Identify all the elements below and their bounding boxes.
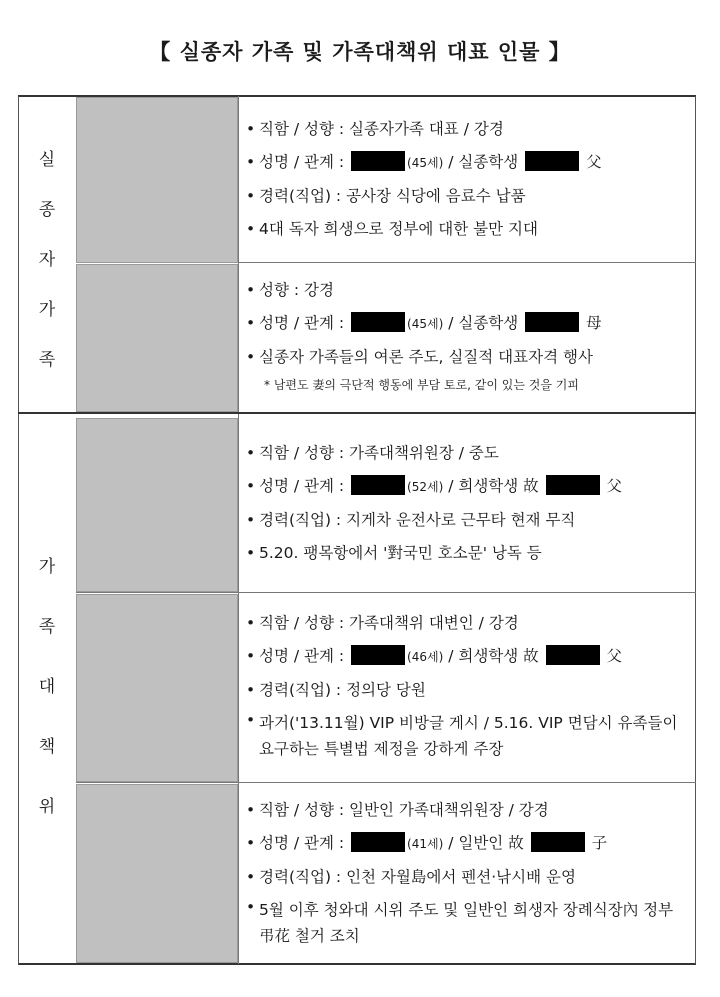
relation: / 희생학생 故 [443, 477, 544, 495]
photo-placeholder [76, 97, 238, 263]
relation: / 희생학생 故 [443, 647, 544, 665]
group-label-char: 가 [38, 300, 56, 320]
name-line [244, 827, 692, 861]
name-prefix: 성명 / 관계 : [259, 647, 350, 665]
remark-line: • 4대 독자 희생으로 정부에 대한 불만 지대 [244, 213, 692, 246]
age: (41세) [407, 837, 444, 851]
redacted-name [531, 832, 585, 852]
person-entry [244, 113, 692, 246]
career-line: • 경력(직업) : 인천 자월島에서 펜션·낚시배 운영 [244, 861, 692, 894]
name-prefix: 성명 / 관계 : [259, 314, 350, 332]
redacted-name [351, 645, 405, 665]
age: (45세) [407, 317, 444, 331]
group-label-char: 족 [38, 350, 56, 370]
career-line: • 경력(직업) : 공사장 식당에 음료수 납품 [244, 180, 692, 213]
redacted-name [351, 312, 405, 332]
footnote: * 남편도 妻의 극단적 행동에 부담 토로, 같이 있는 것을 기피 [264, 378, 579, 392]
redacted-name [351, 832, 405, 852]
relation-suffix: 父 [606, 647, 623, 665]
role-line: • 직함 / 성향 : 일반인 가족대책위원장 / 강경 [244, 794, 692, 827]
name-prefix: 성명 / 관계 : [259, 477, 350, 495]
photo-placeholder [76, 594, 238, 782]
group-label-char: 위 [38, 797, 56, 817]
age: (45세) [407, 156, 444, 170]
group-label-char: 종 [38, 200, 56, 220]
role-line: • 직함 / 성향 : 가족대책위 대변인 / 강경 [244, 607, 692, 640]
age: (52세) [407, 480, 444, 494]
person-entry [244, 794, 692, 949]
name-line [244, 470, 692, 504]
group-label-char: 책 [38, 737, 56, 757]
redacted-name [525, 151, 579, 171]
name-prefix: 성명 / 관계 : [259, 834, 350, 852]
relation-suffix: 子 [591, 834, 608, 852]
redacted-name [351, 475, 405, 495]
relation: / 실종학생 [443, 153, 524, 171]
group-label-missing-family [18, 135, 76, 385]
group-separator [18, 412, 696, 414]
group-label-char: 대 [38, 677, 56, 697]
photo-placeholder [76, 264, 238, 412]
row-separator [76, 592, 696, 593]
photo-placeholder [76, 418, 238, 592]
role-line: • 성향 : 강경 [244, 274, 692, 307]
person-entry [244, 607, 692, 762]
career-line: • 경력(직업) : 정의당 당원 [244, 674, 692, 707]
group-label-committee [18, 542, 76, 832]
relation: / 일반인 故 [443, 834, 529, 852]
remark-line: • 과거('13.11월) VIP 비방글 게시 / 5.16. VIP 면담시 유족들이 요구하는 특별법 제정을 강하게 주장 [244, 707, 692, 762]
group-label-char: 가 [38, 557, 56, 577]
redacted-name [546, 475, 600, 495]
redacted-name [525, 312, 579, 332]
person-entry [244, 274, 692, 396]
career-line: • 경력(직업) : 지게차 운전사로 근무타 현재 무직 [244, 504, 692, 537]
remark-line: • 5월 이후 청와대 시위 주도 및 일반인 희생자 장례식장內 정부 弔花 철거 조치 [244, 894, 692, 949]
redacted-name [546, 645, 600, 665]
photo-placeholder [76, 784, 238, 963]
group-label-char: 자 [38, 250, 56, 270]
remark-line: • 5.20. 팽목항에서 '對국민 호소문' 낭독 등 [244, 537, 692, 570]
relation-suffix: 母 [586, 314, 602, 332]
age: (46세) [407, 650, 444, 664]
remark-line: • 실종자 가족들의 여론 주도, 실질적 대표자격 행사 [244, 341, 692, 374]
column-divider [238, 96, 239, 964]
group-label-char: 실 [38, 150, 56, 170]
name-prefix: 성명 / 관계 : [259, 153, 350, 171]
relation-suffix: 父 [606, 477, 623, 495]
redacted-name [351, 151, 405, 171]
name-line [244, 146, 692, 180]
name-line [244, 640, 692, 674]
role-line: • 직함 / 성향 : 실종자가족 대표 / 강경 [244, 113, 692, 146]
role-line: • 직함 / 성향 : 가족대책위원장 / 중도 [244, 437, 692, 470]
name-line [244, 307, 692, 341]
group-label-char: 족 [38, 617, 56, 637]
person-entry [244, 437, 692, 570]
row-separator [76, 782, 696, 783]
relation-suffix: 父 [586, 153, 602, 171]
relation: / 실종학생 [443, 314, 524, 332]
page-title: 【 실종자 가족 및 가족대책위 대표 인물 】 [149, 40, 571, 64]
